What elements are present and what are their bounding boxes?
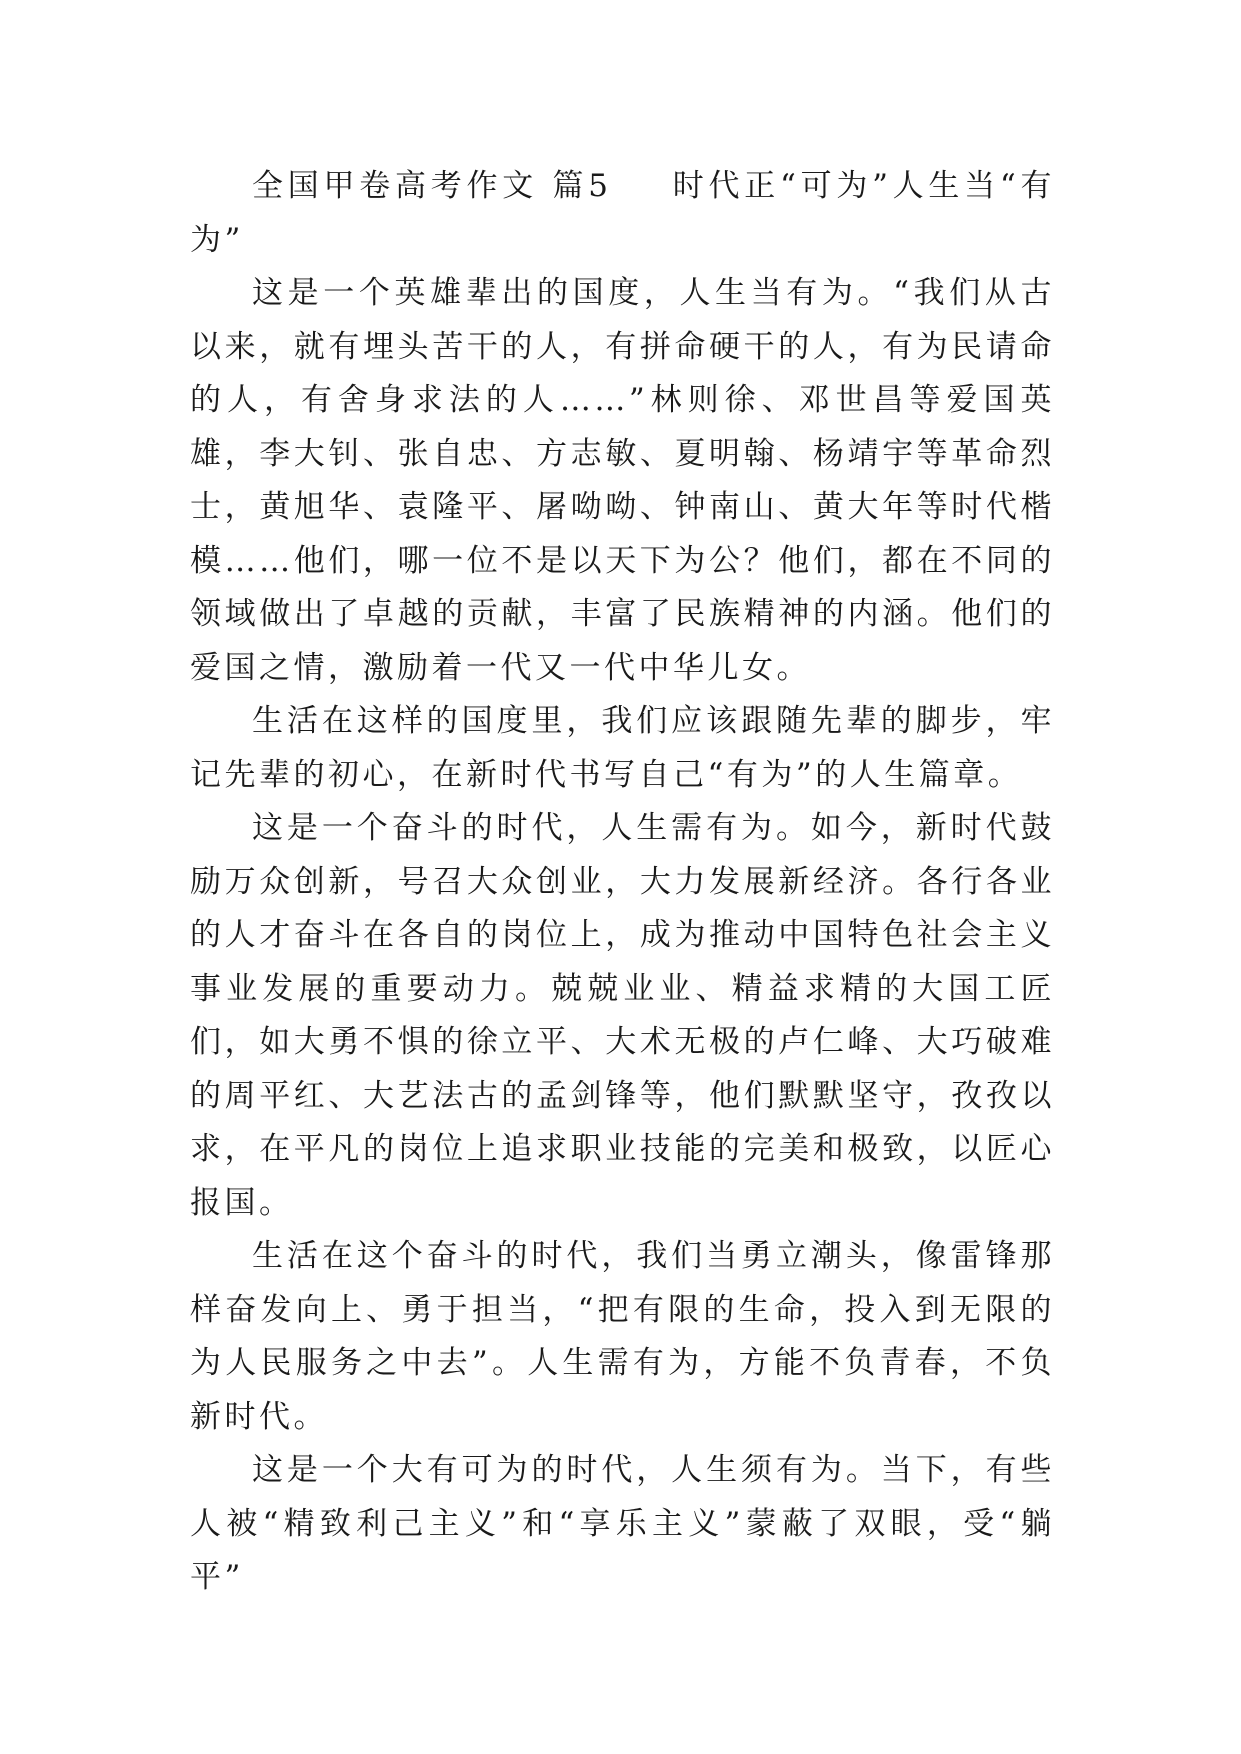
title-part-2: 时代正“可为”人生当“有为” [190, 168, 1056, 258]
paragraph-4: 生活在这个奋斗的时代，我们当勇立潮头，像雷锋那样奋发向上、勇于担当，“把有限的生命，投入到无限的为人民服务之中去”。人生需有为，方能不负青春，不负新时代。 [190, 1238, 1055, 1435]
document-body [190, 160, 1055, 1605]
paragraph-1: 这是一个英雄辈出的国度，人生当有为。“我们从古以来，就有埋头苦干的人，有拼命硬干的人，有为民请命的人，有舍身求法的人……”林则徐、邓世昌等爱国英雄，李大钊、张自忠、方志敏、夏明翰、杨靖宇等革命烈士，黄旭华、袁隆平、屠呦呦、钟南山、黄大年等时代楷模……他们，哪一位不是以天下为公？他们，都在不同的领域做出了卓越的贡献，丰富了民族精神的内涵。他们的爱国之情，激励着一代又一代中华儿女。 [190, 275, 1055, 686]
paragraph-5: 这是一个大有可为的时代，人生须有为。当下，有些人被“精致利己主义”和“享乐主义”蒙蔽了双眼，受“躺平” [190, 1452, 1055, 1595]
paragraph-2: 生活在这样的国度里，我们应该跟随先辈的脚步，牢记先辈的初心，在新时代书写自己“有为”的人生篇章。 [190, 703, 1055, 793]
title-part-1: 全国甲卷高考作文 篇5 [252, 168, 612, 204]
paragraph-3: 这是一个奋斗的时代，人生需有为。如今，新时代鼓励万众创新，号召大众创业，大力发展新经济。各行各业的人才奋斗在各自的岗位上，成为推动中国特色社会主义事业发展的重要动力。兢兢业业、精益求精的大国工匠们，如大勇不惧的徐立平、大术无极的卢仁峰、大巧破难的周平红、大艺法古的孟剑锋等，他们默默坚守，孜孜以求，在平凡的岗位上追求职业技能的完美和极致，以匠心报国。 [190, 810, 1055, 1221]
document-title [190, 160, 1055, 267]
